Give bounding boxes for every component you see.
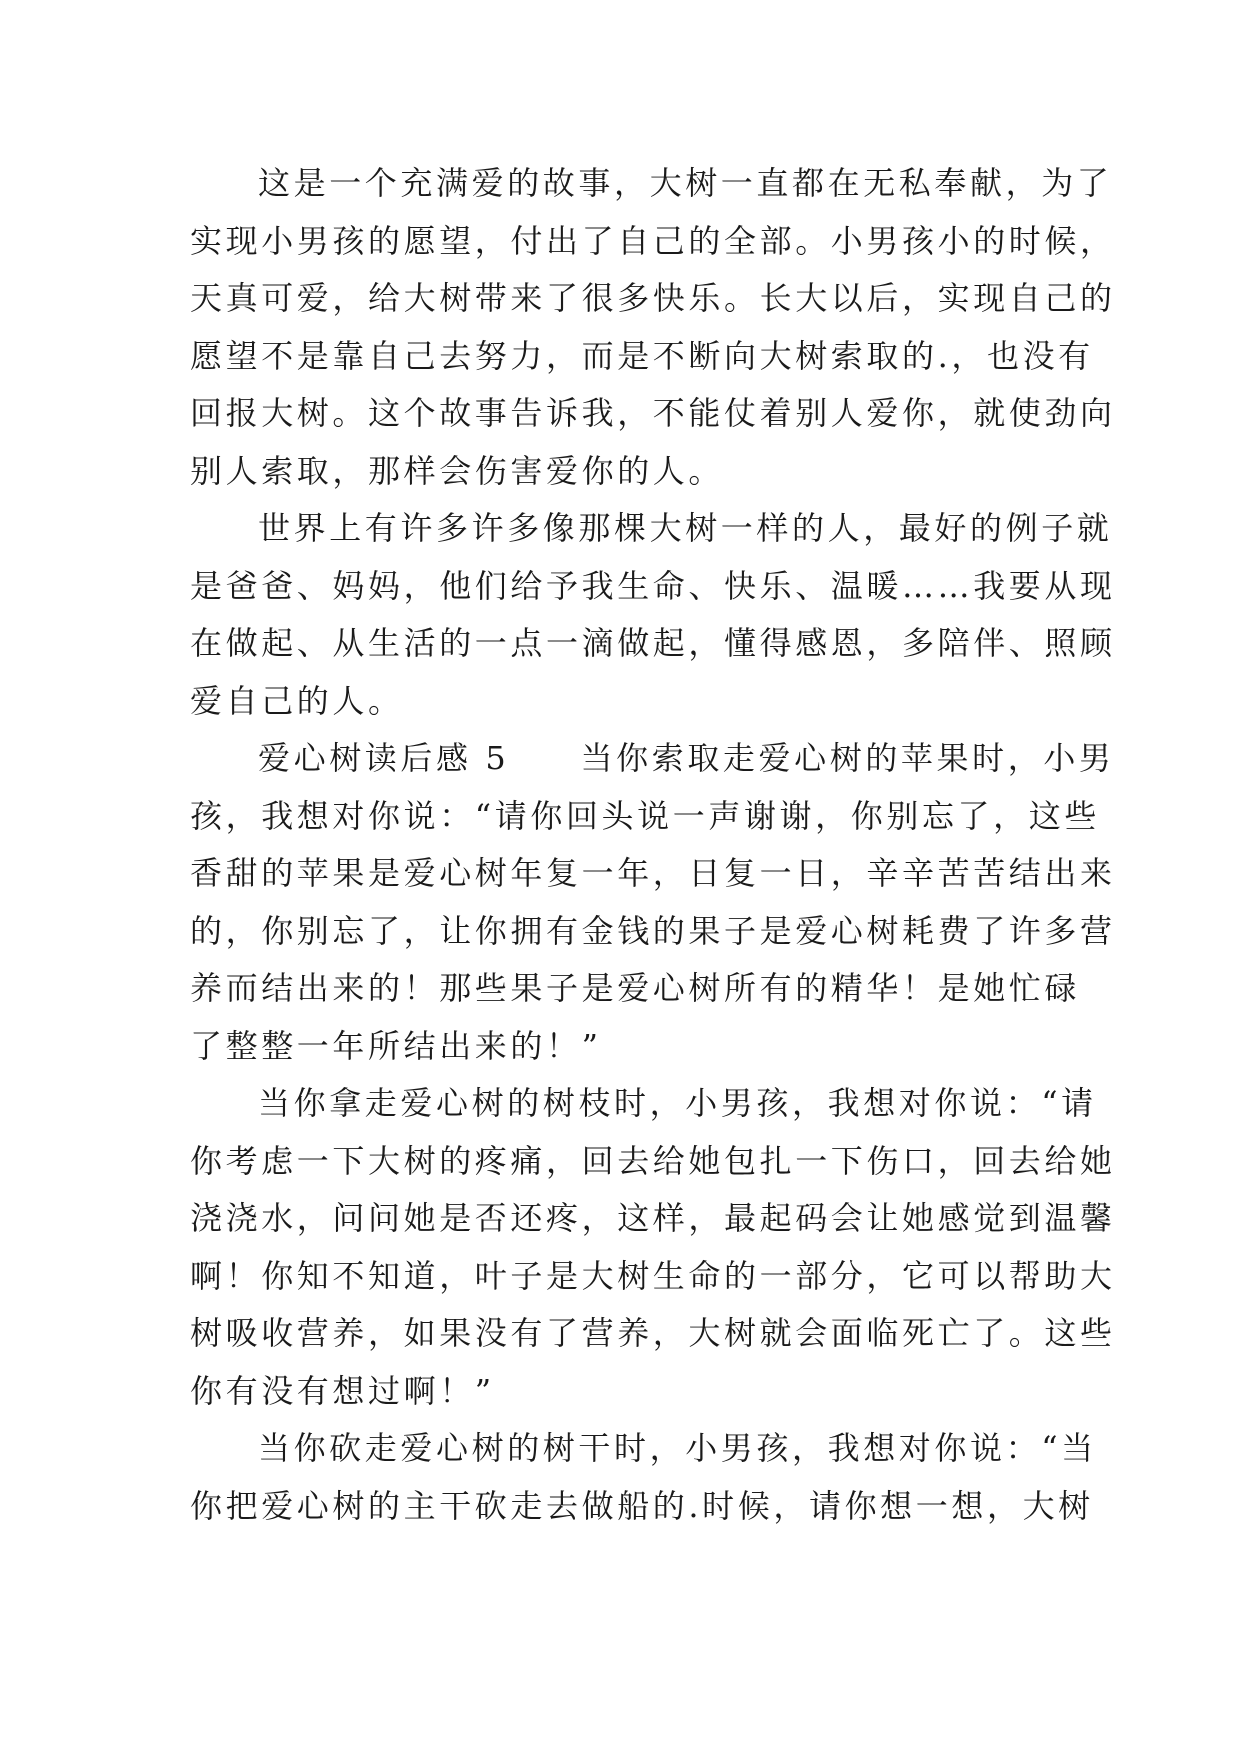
text-line: 的，你别忘了，让你拥有金钱的果子是爱心树耗费了许多营 bbox=[190, 911, 1116, 950]
text-line: 愿望不是靠自己去努力，而是不断向大树索取的.，也没有 bbox=[190, 336, 1094, 375]
text-line: 爱心树读后感 5 当你索取走爱心树的苹果时，小男 bbox=[258, 739, 1115, 777]
text-line: 当你拿走爱心树的树枝时，小男孩，我想对你说：“请 bbox=[258, 1084, 1097, 1122]
text-line: 你考虑一下大树的疼痛，回去给她包扎一下伤口，回去给她 bbox=[190, 1141, 1116, 1180]
text-line: 世界上有许多许多像那棵大树一样的人，最好的例子就 bbox=[258, 509, 1113, 547]
text-line: 在做起、从生活的一点一滴做起，懂得感恩，多陪伴、照顾 bbox=[190, 624, 1116, 662]
text-line: 养而结出来的！那些果子是爱心树所有的精华！是她忙碌 bbox=[190, 969, 1081, 1007]
text-line: 树吸收营养，如果没有了营养，大树就会面临死亡了。这些 bbox=[190, 1314, 1116, 1352]
text-line: 了整整一年所结出来的！” bbox=[190, 1026, 602, 1065]
text-line: 浇浇水，问问她是否还疼，这样，最起码会让她感觉到温馨 bbox=[190, 1199, 1116, 1237]
text-line: 天真可爱，给大树带来了很多快乐。长大以后，实现自己的 bbox=[190, 279, 1116, 317]
text-line: 回报大树。这个故事告诉我，不能仗着别人爱你，就使劲向 bbox=[190, 394, 1116, 432]
text-line: 别人索取，那样会伤害爱你的人。 bbox=[190, 451, 725, 490]
text-line: 你把爱心树的主干砍走去做船的.时候，请你想一想，大树 bbox=[190, 1486, 1094, 1525]
text-line: 当你砍走爱心树的树干时，小男孩，我想对你说：“当 bbox=[258, 1429, 1097, 1467]
text-line: 你有没有想过啊！” bbox=[190, 1371, 495, 1410]
text-line: 香甜的苹果是爱心树年复一年，日复一日，辛辛苦苦结出来 bbox=[190, 854, 1116, 892]
text-line: 这是一个充满爱的故事，大树一直都在无私奉献，为了 bbox=[258, 164, 1113, 202]
text-line: 啊！你知不知道，叶子是大树生命的一部分，它可以帮助大 bbox=[190, 1256, 1116, 1295]
text-line: 爱自己的人。 bbox=[190, 681, 404, 720]
body-text bbox=[190, 155, 1116, 1535]
text-line: 实现小男孩的愿望，付出了自己的全部。小男孩小的时候， bbox=[190, 221, 1116, 260]
text-line: 孩，我想对你说：“请你回头说一声谢谢，你别忘了，这些 bbox=[190, 796, 1100, 835]
text-line: 是爸爸、妈妈，他们给予我生命、快乐、温暖……我要从现 bbox=[190, 566, 1116, 605]
